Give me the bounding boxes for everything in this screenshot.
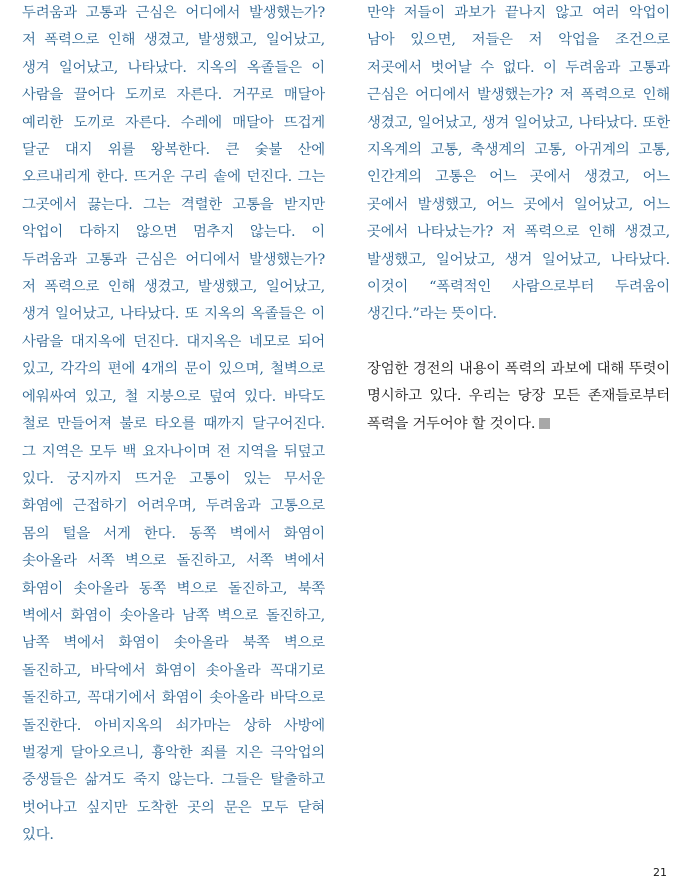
- commentary-paragraph: [367, 356, 670, 438]
- quoted-sutta-continuation: 만약 저들이 과보가 끝나지 않고 여러 악업이 남아 있으면, 저들은 저 악업을 조건으로 저곳에서 벗어날 수 없다. 이 두려움과 고통과 근심은 어디에서 발생했는가? 저 폭력으로 인해 생겼고, 일어났고, 생겨 일어났고, 나타났다. 또한 지옥계의 고통, 축생계의 고통, 아귀계의 고통, 인간계의 고통은 어느 곳에서 생겼고, 어느 곳에서 발생했고, 어느 곳에서 일어났고, 어느 곳에서 나타났는가? 저 폭력으로 인해 생겼고, 발생했고, 일어났고, 생겨 일어났고, 나타났다. 이것이 “폭력적인 사람으로부터 두려움이 생긴다.”라는 뜻이다.: [367, 5, 670, 323]
- end-of-article-mark-icon: [539, 418, 550, 429]
- left-column: [22, 0, 325, 850]
- right-column: [367, 0, 670, 438]
- page-number: 21: [653, 866, 667, 879]
- quoted-sutta-paragraph: 두려움과 고통과 근심은 어디에서 발생했는가? 저 폭력으로 인해 생겼고, 발생했고, 일어났고, 생겨 일어났고, 나타났다. 지옥의 옥졸들은 이 사람을 끌어다 도끼로 자른다. 거꾸로 매달아 예리한 도끼로 자른다. 수레에 매달아 뜨겁게 달군 대지 위를 왕복한다. 큰 숯불 산에 오르내리게 한다. 뜨거운 구리 솥에 던진다. 그는 그곳에서 끓는다. 그는 격렬한 고통을 받지만 악업이 다하지 않으면 멈추지 않는다. 이 두려움과 고통과 근심은 어디에서 발생했는가? 저 폭력으로 인해 생겼고, 발생했고, 일어났고, 생겨 일어났고, 나타났다. 또 지옥의 옥졸들은 이 사람을 대지옥에 던진다. 대지옥은 네모로 되어 있고, 각각의 편에 4개의 문이 있으며, 철벽으로 에워싸여 있고, 철 지붕으로 덮여 있다. 바닥도 철로 만들어져 불로 타오를 때까지 달구어진다. 그 지역은 모두 백 요자나이며 전 지역을 뒤덮고 있다. 궁지까지 뜨거운 고통이 있는 무서운 화염에 근접하기 어려우며, 두려움과 고통으로 몸의 털을 서게 한다. 동쪽 벽에서 화염이 솟아올라 서쪽 벽으로 돌진하고, 서쪽 벽에서 화염이 솟아올라 동쪽 벽으로 돌진하고, 북쪽 벽에서 화염이 솟아올라 남쪽 벽으로 돌진하고, 남쪽 벽에서 화염이 솟아올라 북쪽 벽으로 돌진하고, 바닥에서 화염이 솟아올라 꼭대기로 돌진하고, 꼭대기에서 화염이 솟아올라 바닥으로 돌진한다. 아비지옥의 쇠가마는 상하 사방에 벌겋게 달아오르니, 흉악한 죄를 지은 극악업의 중생들은 삶겨도 죽지 않는다. 그들은 탈출하고 벗어나고 싶지만 도착한 곳의 문은 모두 닫혀 있다.: [22, 5, 325, 844]
- commentary-text: 장엄한 경전의 내용이 폭력의 과보에 대해 뚜렷이 명시하고 있다. 우리는 당장 모든 존재들로부터 폭력을 거두어야 할 것이다.: [367, 360, 670, 432]
